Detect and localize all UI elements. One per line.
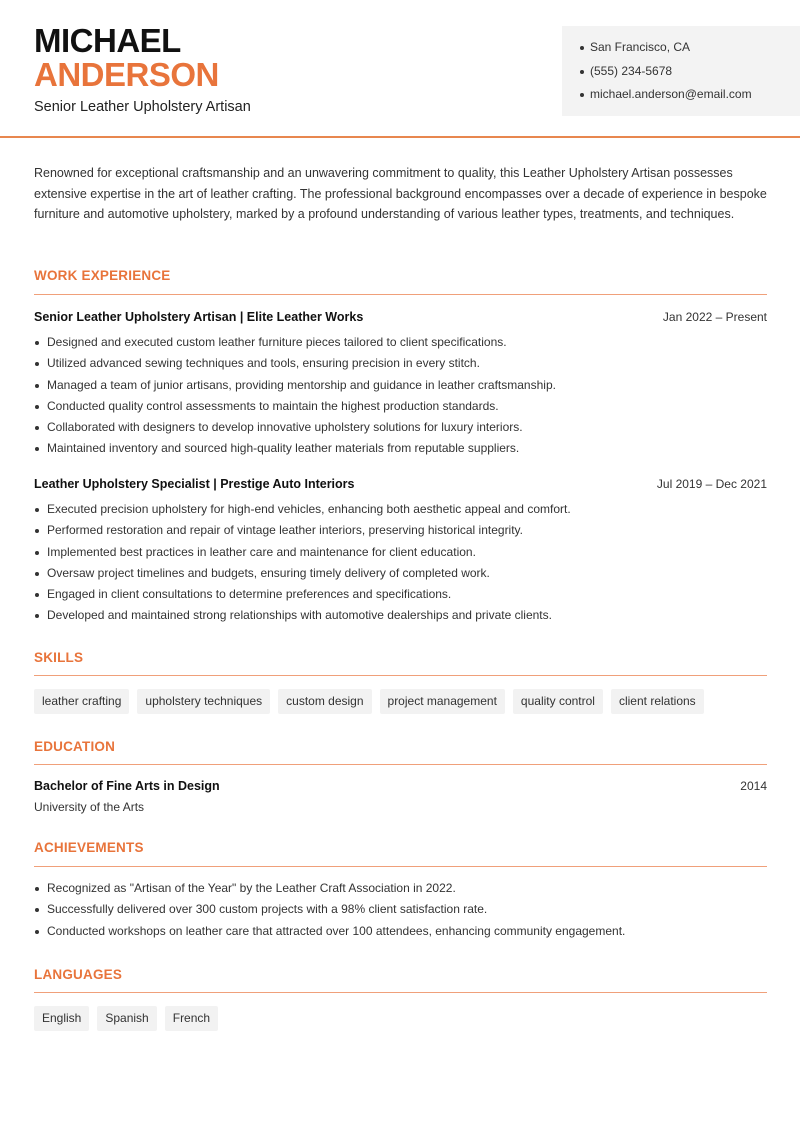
skill-tag: client relations [611, 689, 704, 714]
education-school: University of the Arts [34, 800, 145, 814]
section-divider [34, 675, 767, 676]
job-bullets [34, 499, 767, 627]
section-title-education: EDUCATION [34, 739, 116, 754]
section-title-skills: SKILLS [34, 650, 84, 665]
list-item: Utilized advanced sewing techniques and tools, ensuring precision in every stitch. [34, 353, 767, 374]
education-year: 2014 [740, 779, 767, 793]
section-divider [34, 764, 767, 765]
job-header [34, 477, 767, 491]
job-role: Senior Leather Upholstery Artisan | Elite Leather Works [34, 310, 364, 324]
list-item: Implemented best practices in leather care and maintenance for client education. [34, 542, 767, 563]
skills-list [34, 689, 704, 714]
section-divider [34, 992, 767, 993]
list-item: Collaborated with designers to develop innovative upholstery solutions for luxury interiors. [34, 417, 767, 438]
list-item: Conducted quality control assessments to maintain the highest production standards. [34, 396, 767, 417]
section-title-work: WORK EXPERIENCE [34, 268, 171, 283]
language-tag: English [34, 1006, 89, 1031]
skill-tag: project management [380, 689, 505, 714]
list-item: Performed restoration and repair of vintage leather interiors, preserving historical integrity. [34, 520, 767, 541]
job-title: Senior Leather Upholstery Artisan [34, 99, 251, 115]
resume-header [0, 0, 800, 138]
languages-list [34, 1006, 218, 1031]
first-name: MICHAEL [34, 22, 181, 59]
achievements-list [34, 878, 767, 942]
job-header [34, 310, 767, 324]
contact-phone: (555) 234-5678 [580, 60, 800, 84]
contact-email[interactable]: michael.anderson@email.com [580, 83, 800, 107]
section-divider [34, 866, 767, 867]
list-item: Engaged in client consultations to determine preferences and specifications. [34, 584, 767, 605]
section-title-achievements: ACHIEVEMENTS [34, 840, 144, 855]
skill-tag: upholstery techniques [137, 689, 270, 714]
skill-tag: leather crafting [34, 689, 129, 714]
job-dates: Jan 2022 – Present [662, 310, 767, 324]
job-role: Leather Upholstery Specialist | Prestige Auto Interiors [34, 477, 355, 491]
list-item: Conducted workshops on leather care that attracted over 100 attendees, enhancing community engagement. [34, 921, 767, 942]
last-name: ANDERSON [34, 56, 219, 93]
skill-tag: custom design [278, 689, 371, 714]
list-item: Managed a team of junior artisans, providing mentorship and guidance in leather craftsmanship. [34, 375, 767, 396]
language-tag: French [165, 1006, 218, 1031]
list-item: Successfully delivered over 300 custom projects with a 98% client satisfaction rate. [34, 899, 767, 920]
skill-tag: quality control [513, 689, 603, 714]
list-item: Maintained inventory and sourced high-quality leather materials from reputable suppliers. [34, 438, 767, 459]
job-bullets [34, 332, 767, 460]
section-title-languages: LANGUAGES [34, 967, 123, 982]
list-item: Developed and maintained strong relationships with automotive dealerships and private clients. [34, 605, 767, 626]
contact-box [562, 26, 800, 116]
language-tag: Spanish [97, 1006, 156, 1031]
summary: Renowned for exceptional craftsmanship and an unwavering commitment to quality, this Leather Upholstery Artisan possesses extensive expertise in the art of leather crafting. The professional background encompasses over a decade of experience in bespoke furniture and automotive upholstery, marked by a profound understanding of various leather types, treatments, and techniques. [34, 166, 767, 222]
section-divider [34, 294, 767, 295]
job-dates: Jul 2019 – Dec 2021 [656, 477, 767, 491]
list-item: Recognized as "Artisan of the Year" by the Leather Craft Association in 2022. [34, 878, 767, 899]
list-item: Oversaw project timelines and budgets, ensuring timely delivery of completed work. [34, 563, 767, 584]
contact-location: San Francisco, CA [580, 36, 800, 60]
education-degree: Bachelor of Fine Arts in Design [34, 779, 220, 793]
list-item: Designed and executed custom leather furniture pieces tailored to client specifications. [34, 332, 767, 353]
list-item: Executed precision upholstery for high-end vehicles, enhancing both aesthetic appeal and comfort. [34, 499, 767, 520]
